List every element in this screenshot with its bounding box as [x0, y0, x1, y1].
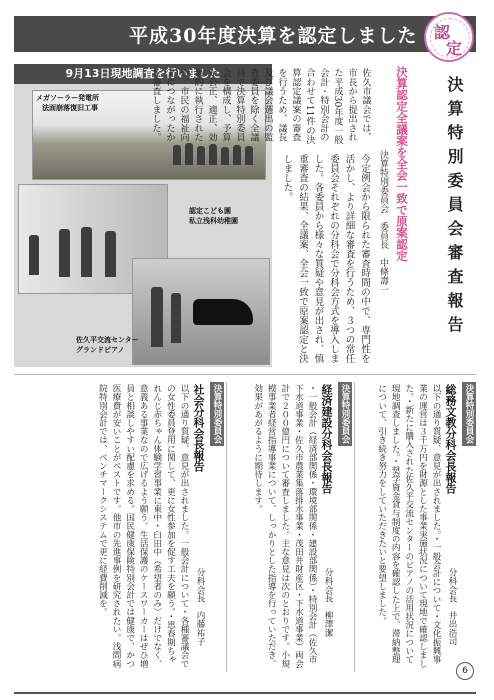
section-divider	[14, 374, 476, 375]
photo-caption-3a: 佐久平交流センター	[76, 336, 139, 344]
section-title-3: 社会分科会長報告	[192, 384, 205, 472]
photo-banner: 9月13日現地調査を行いました	[14, 64, 272, 84]
committee-subtitle: 決算認定全議案を全会一致で原案認定	[395, 66, 409, 262]
bottom-bar	[14, 692, 476, 694]
page-header	[14, 16, 476, 52]
photo-caption-1a: メガソーラー発電所	[36, 94, 99, 102]
page-title: 平成30年度決算を認定しました	[129, 25, 418, 47]
page-number: 6	[456, 662, 474, 680]
column-rule	[226, 382, 227, 672]
intro-text: 佐久市議会では、市長から提出された平成30年度一般会計・特別会計の合わせて11件の決算認定議案の審査を行うため、議長及び議会選出の監査委員を除く全議員で決算特別委員会を構成し、予算が公正、適正、効果的に執行されたか、市民の福祉向上につながったかを審査しました。	[150, 68, 371, 145]
approval-seal-icon	[424, 12, 474, 62]
committee-chair: 決算特別委員会 委員長 中條壽一	[378, 150, 388, 294]
photo-caption-2a: 認定こども園	[189, 207, 231, 215]
photo-caption-1b: 法面崩落復旧工事	[42, 104, 98, 112]
seal-char-1: 認	[434, 23, 451, 42]
committee-title: 決算特別委員会審査報告	[445, 76, 464, 340]
piano-photo	[132, 258, 270, 365]
section-body-3: 以下の通り質疑、意見が出されました。一般会計について・各種審議会での女性委員登用に関して、更に女性参加を促す工夫を願う。・思春期ちゃれんじ赤ちゃん体験学習事業に東中・臼田中（希望者のみ）だけでなく、意義ある事業なので広げるよう願う。生活保護のケースワーカーはぜひ増員と相談しやすい配慮を求める。国民健康保険特別会計では健康で、かつ医療費が安いことがベストです。他市の先進事例を研究されたい。浅間病院特別会計では、ベンチマークシステムで更に経費削減を。	[97, 384, 189, 668]
section-body-1: 以下の通り質疑、意見が出されました。・一般会計について・文化振興事業の運営は３千万円を財源とした事業実施状況について現地で確認しました。・新たに購入された佐久平交流センターのピアノの活用状況について現地調査しました。・奨学資金貸与制度の内容を確認した上で、滞納整理について、引き続き努力をしていただきたいと要望しました。	[376, 384, 441, 668]
section-title-1: 総務文教分科会長報告	[444, 384, 457, 494]
section-label-1: 決算特別委員会	[464, 384, 474, 444]
section-chair-1: 分科会長 井出浩司	[447, 568, 457, 646]
section-title-2: 経済建設分科会長報告	[320, 384, 333, 494]
column-rule	[354, 382, 355, 672]
section-label-2: 決算特別委員会	[340, 384, 350, 444]
committee-body: 今定例会から限られた審査時間の中で、専門性を活かし、より詳細な審査を行うため、３つの常任委員会それぞれの分科会で分科会方式を導入しました。各委員から様々な質疑や意見が出され、慎重審査の結果、全議案、全会一致で原案認定と決しました。	[281, 154, 370, 363]
section-chair-2: 分科会長 柳澤潔	[323, 568, 333, 637]
section-chair-3: 分科会長 内藤祐子	[195, 568, 205, 646]
section-label-3: 決算特別委員会	[212, 384, 222, 444]
photo-caption-3b: グランドピアノ	[76, 346, 125, 354]
seal-char-2: 定	[446, 39, 463, 58]
section-body-2: ・一般会計（経済部関係・環境部関係・建設部関係）・特別会計（佐久市下水道事業・佐久市農業集落排水事業・茂田井財産区・下水道事業）両会計で２００億円について審査しました。主な意見は次のとおりです。小規模事業者経営指導事業について、しっかりとした指導を行っていただき、効果があがるように期待します。	[252, 384, 317, 668]
photo-caption-2b: 私立浅科幼稚園	[189, 217, 238, 225]
